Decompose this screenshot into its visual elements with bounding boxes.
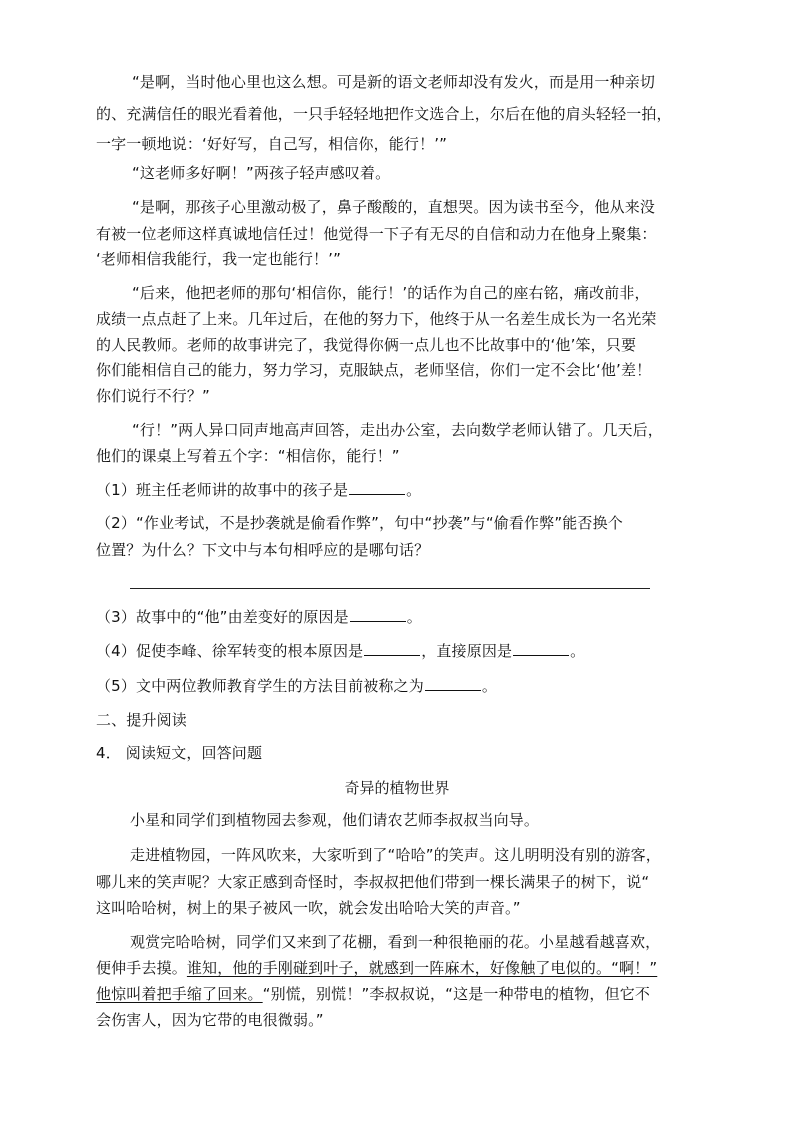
underlined-sentence-part1: 谁知，他的手刚碰到叶子，就感到一阵麻木，好像触了电似的。“啊！” [186, 959, 658, 977]
para1-line1: “是啊，当时他心里也这么想。可是新的语文老师却没有发火，而是用一种亲切 [132, 73, 656, 91]
question-1-text: （1）班主任老师讲的故事中的孩子是 [96, 481, 349, 499]
para3-line1: “是啊，那孩子心里激动极了，鼻子酸酸的，直想哭。因为读书至今，他从来没 [132, 198, 656, 216]
question-4-blank-2[interactable] [513, 641, 569, 656]
question-2-line1: （2）“作业考试，不是抄袭就是偷看作弊”，句中“抄袭”与“偷看作弊”能否换个 [96, 514, 623, 532]
para4-line5: 你们说行不行？” [96, 387, 210, 405]
story-para3-line4: 会伤害人，因为它带的电很微弱。” [96, 1011, 324, 1029]
story-para3-line3-plain: “别慌，别慌！”李叔叔说，“这是一种带电的植物，但它不 [262, 985, 651, 1003]
question-1 [96, 480, 421, 500]
question-5-text: （5）文中两位教师教育学生的方法目前被称之为 [96, 677, 424, 695]
question-3 [96, 607, 422, 627]
story-para3-line2 [96, 958, 657, 978]
question-4-text: （4）促使李峰、徐军转变的根本原因是 [96, 642, 364, 660]
para2: “这老师多好啊！”两孩子轻声感叹着。 [132, 164, 391, 182]
para1-line2: 的、充满信任的眼光看着他，一只手轻轻地把作文选合上，尔后在他的肩头轻轻一拍， [96, 105, 672, 123]
story-para2-line2: 哪儿来的笑声呢？大家正感到奇怪时，李叔叔把他们带到一棵长满果子的树下，说“ [96, 873, 650, 891]
para5-line2: 他们的课桌上写着五个字：“相信你，能行！” [96, 447, 400, 465]
para3-line2: 有被一位老师这样真诚地信任过！他觉得一下子有无尽的自信和动力在他身上聚集： [96, 225, 657, 243]
question-5 [96, 676, 497, 696]
question-3-blank[interactable] [350, 607, 406, 622]
story-para3-line2-plain: 便伸手去摸。 [96, 959, 187, 977]
story-para2-line1: 走进植物园，一阵风吹来，大家听到了“哈哈”的笑声。这儿明明没有别的游客， [130, 846, 661, 864]
question-3-text: （3）故事中的“他”由差变好的原因是 [96, 608, 349, 626]
question-2-line2: 位置？为什么？下文中与本句相呼应的是哪句话？ [96, 541, 430, 559]
underlined-sentence-part2: 他惊叫着把手缩了回来。 [96, 985, 263, 1003]
question-2-answer-line[interactable] [130, 588, 650, 589]
para4-line1: “后来，他把老师的那句‘相信你，能行！’的话作为自己的座右铭，痛改前非， [132, 284, 650, 302]
para5-line1: “行！”两人异口同声地高声回答，走出办公室，去向数学老师认错了。几天后， [132, 421, 663, 439]
story-para3-line3 [96, 984, 650, 1004]
story-para2-line3: 这叫哈哈树，树上的果子被风一吹，就会发出哈哈大笑的声音。” [96, 899, 521, 917]
section-heading: 二、提升阅读 [96, 711, 187, 729]
question-3-end: 。 [406, 608, 422, 626]
question-4-end: 。 [570, 642, 586, 660]
story-para1: 小星和同学们到植物园去参观，他们请农艺师李叔叔当向导。 [130, 811, 540, 829]
question-1-blank[interactable] [349, 480, 405, 495]
question-5-blank[interactable] [425, 676, 481, 691]
story-para3-line1: 观赏完哈哈树，同学们又来到了花棚，看到一种很艳丽的花。小星越看越喜欢， [130, 933, 661, 951]
question-4-middle: ，直接原因是 [421, 642, 513, 660]
para3-line3: ‘老师相信我能行，我一定也能行！’” [96, 250, 342, 268]
para1-line3: 一字一顿地说：‘好好写，自己写，相信你，能行！’” [96, 135, 448, 153]
question-1-end: 。 [406, 481, 422, 499]
question-4-blank-1[interactable] [364, 641, 420, 656]
para4-line4: 你们能相信自己的能力，努力学习，克服缺点，老师坚信，你们一定不会比‘他’差！ [96, 361, 652, 379]
para4-line2: 成绩一点点赶了上来。几年过后，在他的努力下，他终于从一名差生成长为一名光荣 [96, 310, 657, 328]
para4-line3: 的人民教师。老师的故事讲完了，我觉得你俩一点儿也不比故事中的‘他’笨，只要 [96, 336, 637, 354]
item-4-heading: 4． 阅读短文，回答问题 [96, 744, 263, 762]
story-title: 奇异的植物世界 [344, 779, 450, 797]
question-5-end: 。 [481, 677, 498, 695]
question-4 [96, 641, 585, 661]
